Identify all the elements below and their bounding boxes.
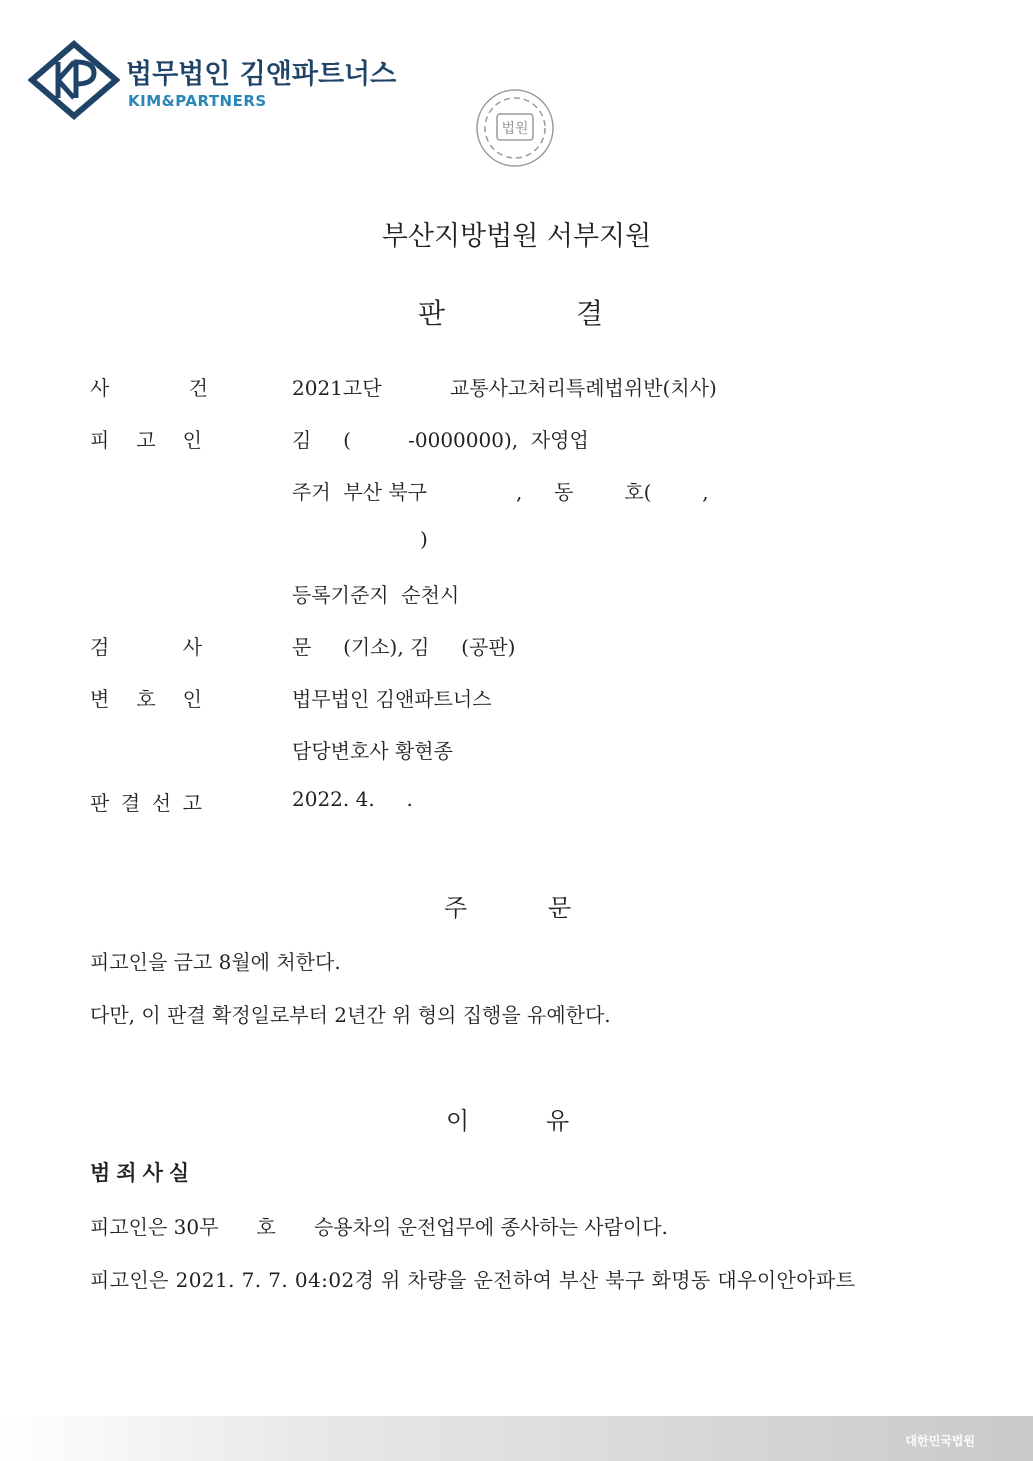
attorney-label: 변 호 인 [90, 687, 202, 711]
attorney-firm: 법무법인 김앤파트너스 [292, 687, 492, 711]
defendant-address-close: ) [420, 527, 428, 551]
footer-bar [0, 1416, 1033, 1461]
crime-facts-heading: 범죄사실 [90, 1161, 196, 1185]
firm-logo-icon [28, 40, 120, 120]
order-line-1: 피고인을 금고 8월에 처한다. [90, 950, 341, 974]
reasons-heading-char-2: 유 [546, 1107, 570, 1135]
order-heading-char-1: 주 [444, 894, 468, 922]
defendant-name: 김 ( -0000000), 자영업 [292, 428, 589, 452]
prosecutor-value: 문 (기소), 김 (공판) [292, 635, 516, 659]
defendant-label: 피 고 인 [90, 428, 202, 452]
case-number: 2021고단 [292, 376, 382, 400]
reasons-heading-char-1: 이 [446, 1107, 470, 1135]
case-label: 사 건 [90, 376, 208, 400]
attorney-lawyer: 담당변호사 황현종 [292, 739, 453, 763]
sentencing-label: 판 결 선 고 [90, 791, 202, 815]
footer-text: 대한민국법원 [905, 1434, 975, 1448]
order-heading-char-2: 문 [548, 894, 572, 922]
sentencing-date: 2022. 4. . [292, 787, 413, 811]
defendant-address: 주거 부산 북구 , 동 호( , [292, 480, 709, 504]
doc-title-char-1: 판 [418, 297, 446, 330]
court-seal-icon [460, 78, 570, 178]
prosecutor-label: 검 사 [90, 635, 202, 659]
reasons-line-2: 피고인은 2021. 7. 7. 04:02경 위 차량을 운전하여 부산 북구 화명동 대우이안아파트 [90, 1268, 856, 1292]
case-name: 교통사고처리특례법위반(치사) [450, 376, 717, 400]
firm-name-english: KIM&PARTNERS [128, 92, 267, 110]
firm-name-korean: 법무법인 김앤파트너스 [126, 59, 397, 90]
court-name: 부산지방법원 서부지원 [381, 221, 652, 252]
order-line-2: 다만, 이 판결 확정일로부터 2년간 위 형의 집행을 유예한다. [90, 1003, 611, 1027]
reasons-line-1: 피고인은 30무 호 승용차의 운전업무에 종사하는 사람이다. [90, 1215, 668, 1239]
doc-title-char-2: 결 [576, 297, 604, 330]
seal-text: 법원 [501, 121, 529, 137]
defendant-registration: 등록기준지 순천시 [292, 583, 460, 607]
